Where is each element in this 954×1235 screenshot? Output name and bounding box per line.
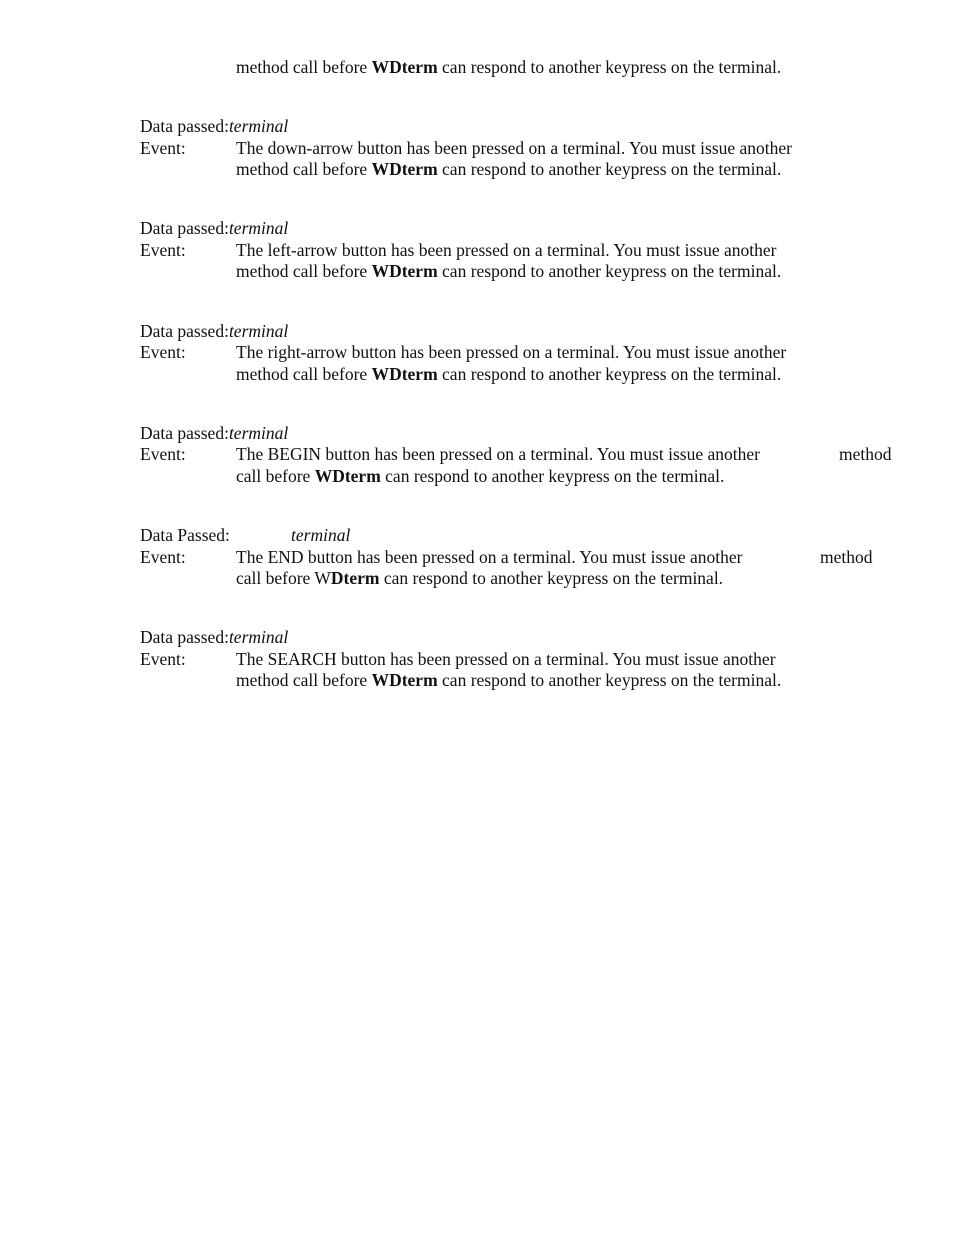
text: can respond to another keypress on the terminal. (380, 466, 725, 486)
event-description: The END button has been pressed on a terminal. You must issue another (236, 547, 743, 567)
label-text: Data passed: (140, 218, 229, 238)
param-name: terminal (228, 116, 289, 136)
label-text: Data passed: (140, 423, 229, 443)
event-description: The down-arrow button has been pressed on a terminal. You must issue another (236, 138, 793, 158)
param-name: terminal (228, 321, 289, 341)
product-name: WDterm (371, 364, 438, 384)
event-description-cont (236, 670, 781, 691)
label-text: Data passed: (140, 321, 229, 341)
data-passed-label (140, 627, 288, 648)
param-name: terminal (228, 627, 289, 647)
text: can respond to another keypress on the terminal. (437, 261, 782, 281)
event-label: Event: (140, 649, 186, 669)
event-description-trailing-word: method (820, 547, 873, 567)
event-description-cont (236, 261, 781, 282)
data-passed-label (140, 321, 288, 342)
text: call before W (236, 568, 331, 588)
event-description-trailing-word: method (839, 444, 892, 464)
text: call before (236, 466, 315, 486)
text: can respond to another keypress on the terminal. (437, 364, 782, 384)
data-passed-label (140, 218, 288, 239)
event-description: The left-arrow button has been pressed on a terminal. You must issue another (236, 240, 777, 260)
event-description: The SEARCH button has been pressed on a terminal. You must issue another (236, 649, 776, 669)
param-name: terminal (228, 423, 289, 443)
product-name: WDterm (371, 670, 438, 690)
product-name: WDterm (371, 57, 438, 77)
data-passed-label: Data Passed: (140, 525, 230, 545)
text: method call before (236, 159, 372, 179)
label-text: Data passed: (140, 116, 229, 136)
event-label: Event: (140, 240, 186, 260)
product-name: WDterm (371, 261, 438, 281)
text: method call before (236, 670, 372, 690)
param-name: terminal (228, 218, 289, 238)
event-label: Event: (140, 138, 186, 158)
text: can respond to another keypress on the terminal. (437, 57, 782, 77)
event-description: The BEGIN button has been pressed on a terminal. You must issue another (236, 444, 760, 464)
event-label: Event: (140, 547, 186, 567)
text: can respond to another keypress on the terminal. (379, 568, 724, 588)
product-name: Dterm (330, 568, 380, 588)
text: method call before (236, 364, 372, 384)
text: method call before (236, 261, 372, 281)
label-text: Data passed: (140, 627, 229, 647)
event-description-cont (236, 466, 724, 487)
param-name-text: terminal (291, 525, 351, 545)
continuation-line (236, 57, 781, 78)
text: can respond to another keypress on the terminal. (437, 159, 782, 179)
event-description-cont (236, 159, 781, 180)
text: can respond to another keypress on the terminal. (437, 670, 782, 690)
event-description-cont (236, 568, 723, 589)
event-label: Event: (140, 342, 186, 362)
text: method call before (236, 57, 372, 77)
product-name: WDterm (314, 466, 381, 486)
event-description: The right-arrow button has been pressed on a terminal. You must issue another (236, 342, 787, 362)
param-name (291, 525, 350, 546)
data-passed-label (140, 423, 288, 444)
data-passed-label (140, 116, 288, 137)
event-description-cont (236, 364, 781, 385)
event-label: Event: (140, 444, 186, 464)
product-name: WDterm (371, 159, 438, 179)
